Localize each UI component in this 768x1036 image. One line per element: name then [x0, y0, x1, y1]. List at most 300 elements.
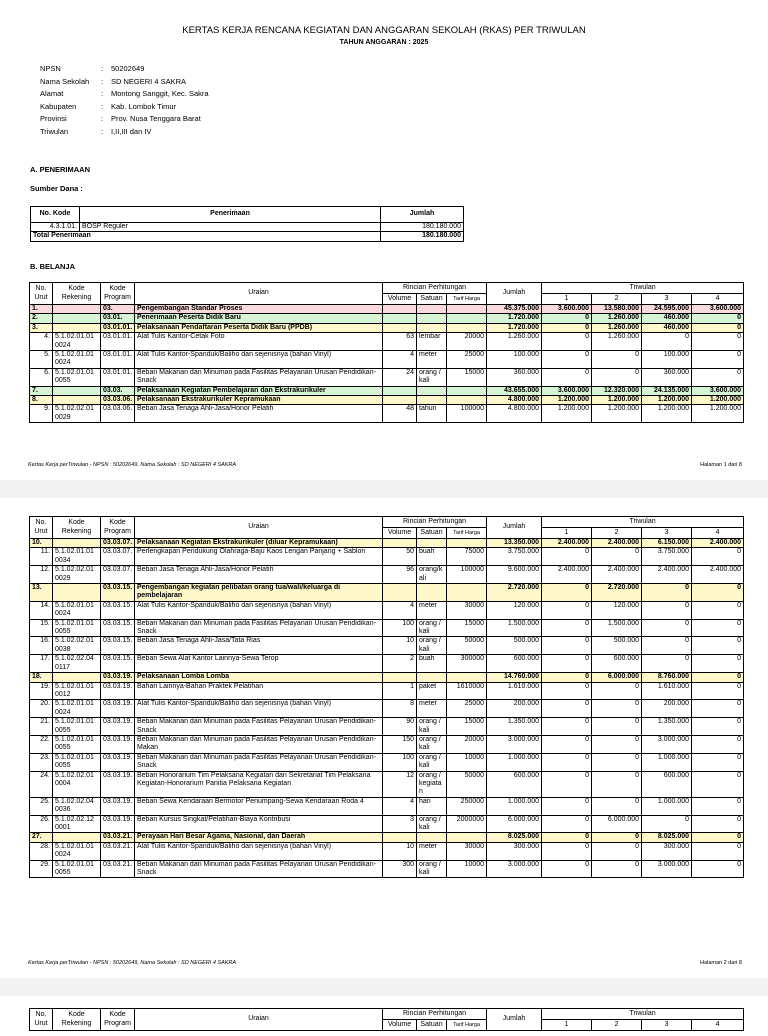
cell-tw4: 0 [692, 833, 744, 842]
cell-kode-rekening [53, 673, 101, 682]
cell-satuan: paket [417, 682, 447, 700]
cell-volume: 12 [383, 771, 417, 797]
table-row [30, 735, 744, 753]
cell-kode-program: 03.03.06. [101, 405, 135, 423]
cell-tw4: 0 [692, 797, 744, 815]
cell-kode-rekening: 5.1.02.02.04 0117 [53, 655, 101, 673]
table-row [30, 396, 744, 405]
cell-tw1: 3.600.000 [542, 305, 592, 314]
cell-kode-program: 03.03.15. [101, 619, 135, 637]
table-row [30, 368, 744, 386]
header-no-kode: No. Kode [31, 207, 80, 223]
cell-tw4: 2.400.000 [692, 539, 744, 548]
cell-tw2: 2.400.000 [592, 539, 642, 548]
cell-tarif: 15000 [447, 718, 487, 736]
cell-tw2: 6.000.000 [592, 815, 642, 833]
cell-tw2: 600.000 [592, 655, 642, 673]
cell-tw2: 1.260.000 [592, 323, 642, 332]
cell-jumlah: 100.000 [487, 351, 542, 369]
cell-kode-rekening: 5.1.02.01.01 0012 [53, 682, 101, 700]
cell-tw3: 3.000.000 [642, 735, 692, 753]
header-satuan: Satuan [417, 528, 447, 539]
cell-tw1: 0 [542, 637, 592, 655]
cell-tw1: 0 [542, 735, 592, 753]
cell-no: 17. [30, 655, 53, 673]
cell-tarif [447, 314, 487, 323]
cell-tarif: 50000 [447, 771, 487, 797]
cell-satuan [417, 323, 447, 332]
cell-tw2: 0 [592, 735, 642, 753]
cell-tarif [447, 305, 487, 314]
cell-no: 16. [30, 637, 53, 655]
cell-kode-program: 03.03.07. [101, 566, 135, 584]
cell-jumlah: 43.655.000 [487, 386, 542, 395]
cell-kode-program: 03.03.19. [101, 771, 135, 797]
table-row [30, 305, 744, 314]
cell-volume: 2 [383, 655, 417, 673]
cell-volume: 4 [383, 797, 417, 815]
cell-uraian: Beban Makanan dan Minuman pada Fasilitas Pelayanan Urusan Pendidikan-Snack [135, 718, 383, 736]
cell-tw1: 2.400.000 [542, 539, 592, 548]
cell-tw3: 100.000 [642, 351, 692, 369]
table-row [30, 771, 744, 797]
cell-kode-rekening: 5.1.02.01.01 0024 [53, 842, 101, 860]
cell-tw1: 0 [542, 351, 592, 369]
table-row [30, 815, 744, 833]
cell-tw3: 1.000.000 [642, 753, 692, 771]
cell-tw1: 0 [542, 368, 592, 386]
header-kode-rekening: Kode Rekening [53, 517, 101, 539]
cell-jumlah: 1.720.000 [487, 314, 542, 323]
cell-tw2: 1.260.000 [592, 314, 642, 323]
cell-kode-rekening [53, 314, 101, 323]
info-value: SD NEGERI 4 SAKRA [111, 76, 187, 86]
cell-tw4: 0 [692, 584, 744, 602]
cell-kode-rekening: 5.1.02.02.04 0036 [53, 797, 101, 815]
cell-jumlah: 3.000.000 [487, 735, 542, 753]
cell-satuan: orang/k ali [417, 566, 447, 584]
cell-tw2: 0 [592, 700, 642, 718]
cell-tw4: 0 [692, 860, 744, 878]
cell-satuan: orang / kali [417, 637, 447, 655]
cell-tarif [447, 323, 487, 332]
table-row [30, 833, 744, 842]
belanja-table [29, 516, 744, 878]
cell-tw1: 0 [542, 682, 592, 700]
cell-uraian: Beban Kursus Singkat/Pelatihan-Biaya Kontribusi [135, 815, 383, 833]
cell-satuan: orang / kali [417, 619, 447, 637]
cell-tw4: 0 [692, 815, 744, 833]
header-kode-program: Kode Program [101, 1009, 135, 1031]
document-title: KERTAS KERJA RENCANA KEGIATAN DAN ANGGARAN SEKOLAH (RKAS) PER TRIWULAN [182, 25, 586, 36]
cell-tarif: 50000 [447, 637, 487, 655]
cell-volume: 1 [383, 682, 417, 700]
info-key: Kabupaten [40, 101, 77, 111]
table-row [30, 655, 744, 673]
cell-tw2: 0 [592, 753, 642, 771]
cell-satuan [417, 305, 447, 314]
cell-volume: 48 [383, 405, 417, 423]
header-tarif: Tarif Harga [447, 1020, 487, 1031]
cell-volume: 96 [383, 566, 417, 584]
document-page-2 [0, 498, 768, 978]
cell-no: 18. [30, 673, 53, 682]
cell-kode-rekening: 5.1.02.02.01 0004 [53, 771, 101, 797]
cell-tw4: 0 [692, 548, 744, 566]
cell-volume: 300 [383, 860, 417, 878]
cell-satuan [417, 584, 447, 602]
cell-tw1: 1.200.000 [542, 396, 592, 405]
table-row [30, 619, 744, 637]
cell-jumlah: 200.000 [487, 700, 542, 718]
cell-kode-rekening: 5.1.02.02.01 0038 [53, 637, 101, 655]
cell-uraian: Penerimaan Peserta Didik Baru [135, 314, 383, 323]
cell-tw1: 1.200.000 [542, 405, 592, 423]
cell-satuan: orang / kegiata n [417, 771, 447, 797]
cell-satuan [417, 673, 447, 682]
cell-jumlah: 4.800.000 [487, 405, 542, 423]
cell-tarif [447, 539, 487, 548]
cell-tw2: 6.000.000 [592, 673, 642, 682]
cell-tw4: 1.200.000 [692, 396, 744, 405]
cell-tw1: 0 [542, 619, 592, 637]
table-row [30, 797, 744, 815]
cell-tw3: 1.200.000 [642, 405, 692, 423]
cell-no: 3. [30, 323, 53, 332]
cell-satuan: orang / kali [417, 368, 447, 386]
cell-uraian: Perlengkapan Pendukung Olahraga-Baju Kaos Lengan Panjang + Sablon [135, 548, 383, 566]
table-row [30, 314, 744, 323]
table-row [30, 637, 744, 655]
cell-kode-program: 03.01.01. [101, 351, 135, 369]
cell-tw3: 0 [642, 584, 692, 602]
cell-volume [383, 305, 417, 314]
cell-tw3: 24.595.000 [642, 305, 692, 314]
cell-tarif: 300000 [447, 655, 487, 673]
table-row [30, 405, 744, 423]
cell-tw4: 2.400.000 [692, 566, 744, 584]
cell-tw2: 0 [592, 368, 642, 386]
cell-tw3: 0 [642, 601, 692, 619]
cell-tw3: 3.000.000 [642, 860, 692, 878]
info-row: Triwulan : I,II,III dan IV [40, 126, 209, 139]
cell-uraian: Pelaksanaan Ekstrakurikuler Kepramukaan [135, 396, 383, 405]
cell-tw4: 0 [692, 735, 744, 753]
header-tarif: Tarif Harga [447, 528, 487, 539]
table-row [30, 386, 744, 395]
cell-jumlah: 300.000 [487, 842, 542, 860]
cell-tw2: 1.500.000 [592, 619, 642, 637]
info-value: I,II,III dan IV [111, 126, 152, 136]
cell-uraian: Pengembangan kegiatan pelibatan orang tua/wali/keluarga di pembelajaran [135, 584, 383, 602]
cell-uraian: Beban Sewa Alat Kantor Lainnya-Sewa Terop [135, 655, 383, 673]
cell-uraian: Perayaan Hari Besar Agama, Nasional, dan Daerah [135, 833, 383, 842]
cell-jumlah: 3.000.000 [487, 860, 542, 878]
cell-no: 27. [30, 833, 53, 842]
info-key: Alamat [40, 89, 64, 99]
cell-kode-rekening [53, 323, 101, 332]
cell-tw3: 0 [642, 637, 692, 655]
cell-tw1: 0 [542, 753, 592, 771]
page-number: Halaman 2 dari 8 [700, 960, 742, 966]
cell-no: 7. [30, 386, 53, 395]
page-number: Halaman 1 dari 8 [700, 462, 742, 468]
cell-jumlah: 8.025.000 [487, 833, 542, 842]
cell-tw4: 0 [692, 682, 744, 700]
table-row [30, 682, 744, 700]
cell-no: 20. [30, 700, 53, 718]
cell-satuan: meter [417, 842, 447, 860]
cell-tw2: 0 [592, 351, 642, 369]
footer-text: Kertas Kerja perTriwulan - NPSN : 50202649, Nama Sekolah : SD NEGERI 4 SAKRA [28, 462, 237, 468]
cell-tw4: 0 [692, 771, 744, 797]
header-triwulan-3: 3 [642, 528, 692, 539]
cell-satuan: orang / kali [417, 815, 447, 833]
cell-uraian: Bahan Lainnya-Bahan Praktek Pelatihan [135, 682, 383, 700]
table-header-row [30, 517, 744, 528]
cell-kode-rekening [53, 584, 101, 602]
cell-tw2: 0 [592, 682, 642, 700]
cell-jumlah: 1.610.000 [487, 682, 542, 700]
info-value: Montong Sanggit, Kec. Sakra [111, 89, 209, 99]
header-kode-program: Kode Program [101, 517, 135, 539]
header-satuan: Satuan [417, 294, 447, 305]
cell-volume: 100 [383, 753, 417, 771]
cell-tarif: 30000 [447, 601, 487, 619]
table-row [30, 566, 744, 584]
cell-tw2: 0 [592, 860, 642, 878]
header-triwulan: Triwulan [542, 517, 744, 528]
header-uraian: Uraian [135, 1009, 383, 1031]
document-subtitle: TAHUN ANGGARAN : 2025 [339, 39, 429, 46]
cell-volume: 3 [383, 815, 417, 833]
cell-uraian: Beban Makanan dan Minuman pada Fasilitas Pelayanan Urusan Pendidikan-Snack [135, 619, 383, 637]
cell-tw1: 0 [542, 673, 592, 682]
cell-no: 9. [30, 405, 53, 423]
cell-satuan: meter [417, 700, 447, 718]
cell-tw1: 0 [542, 548, 592, 566]
page-footer [28, 960, 742, 966]
cell-tw3: 0 [642, 333, 692, 351]
table-row [30, 860, 744, 878]
cell-tarif [447, 584, 487, 602]
cell-jumlah: 13.350.000 [487, 539, 542, 548]
cell-volume: 4 [383, 601, 417, 619]
cell-satuan: buah [417, 548, 447, 566]
cell-uraian: Alat Tulis Kantor-Spanduk/Baliho dan sejenisnya (bahan Vinyl) [135, 601, 383, 619]
cell-kode-program: 03.03.19. [101, 682, 135, 700]
header-satuan: Satuan [417, 1020, 447, 1031]
cell-kode-program: 03.03.19. [101, 815, 135, 833]
header-rincian: Rincian Perhitungan [383, 517, 487, 528]
cell-tarif: 20000 [447, 333, 487, 351]
cell-tw1: 0 [542, 860, 592, 878]
cell-no: 13. [30, 584, 53, 602]
table-header-row [30, 283, 744, 294]
cell-kode-rekening: 5.1.02.01.01 0055 [53, 718, 101, 736]
cell-kode-program: 03.03.21. [101, 860, 135, 878]
cell-no: 4. [30, 333, 53, 351]
cell-uraian: Alat Tulis Kantor-Spanduk/Baliho dan sejenisnya (bahan Vinyl) [135, 700, 383, 718]
cell-tw3: 3.750.000 [642, 548, 692, 566]
cell-kode-program: 03.01.01. [101, 333, 135, 351]
belanja-table [29, 1008, 744, 1031]
header-rincian: Rincian Perhitungan [383, 1009, 487, 1020]
cell-tw3: 0 [642, 619, 692, 637]
cell-jumlah: 4.800.000 [487, 396, 542, 405]
cell-jumlah: 360.000 [487, 368, 542, 386]
cell-tw4: 0 [692, 700, 744, 718]
cell-volume [383, 539, 417, 548]
cell-satuan: orang / kali [417, 735, 447, 753]
cell-tw1: 0 [542, 655, 592, 673]
table-row [30, 539, 744, 548]
cell-uraian: Alat Tulis Kantor-Spanduk/Baliho dan sejenisnya (bahan Vinyl) [135, 842, 383, 860]
cell-tw2: 120.000 [592, 601, 642, 619]
info-row: NPSN : 50202649 [40, 63, 209, 76]
header-volume: Volume [383, 294, 417, 305]
cell-volume [383, 673, 417, 682]
cell-tarif: 10000 [447, 860, 487, 878]
cell-kode-program: 03.03.21. [101, 842, 135, 860]
cell-uraian: Beban Makanan dan Minuman pada Fasilitas Pelayanan Urusan Pendidikan-Snack [135, 753, 383, 771]
header-triwulan-3: 3 [642, 294, 692, 305]
table-row [30, 584, 744, 602]
document-page-1 [0, 0, 768, 480]
cell-tw4: 0 [692, 718, 744, 736]
cell-satuan: lembar [417, 333, 447, 351]
header-triwulan: Triwulan [542, 283, 744, 294]
cell-jumlah: 3.750.000 [487, 548, 542, 566]
header-triwulan-2: 2 [592, 294, 642, 305]
school-info [40, 63, 209, 139]
table-row [30, 842, 744, 860]
cell-uraian: Pelaksanaan Lomba Lomba [135, 673, 383, 682]
cell-no: 25. [30, 797, 53, 815]
cell-no: 26. [30, 815, 53, 833]
cell-satuan [417, 833, 447, 842]
header-uraian: Uraian [135, 517, 383, 539]
cell-uraian: Pelaksanaan Kegiatan Ekstrakurikuler (diluar Kepramukaan) [135, 539, 383, 548]
header-triwulan-4: 4 [692, 294, 744, 305]
cell-tw2: 1.200.000 [592, 396, 642, 405]
cell-kode-program: 03.03.21. [101, 833, 135, 842]
cell-kode-program: 03.03.19. [101, 700, 135, 718]
cell-tarif [447, 673, 487, 682]
cell-tw4: 0 [692, 351, 744, 369]
cell-tw1: 0 [542, 601, 592, 619]
cell-kode: 4.3.1.01. [31, 223, 80, 232]
cell-jumlah: 600.000 [487, 771, 542, 797]
cell-no: 28. [30, 842, 53, 860]
total-label: Total Penerimaan [31, 232, 381, 241]
cell-kode-rekening: 5.1.02.01.01 0055 [53, 860, 101, 878]
table-row [30, 753, 744, 771]
header-triwulan-1: 1 [542, 528, 592, 539]
cell-tw3: 8.760.000 [642, 673, 692, 682]
cell-tw1: 0 [542, 815, 592, 833]
cell-jumlah: 1.720.000 [487, 323, 542, 332]
cell-tw3: 460.000 [642, 323, 692, 332]
cell-jumlah: 1.000.000 [487, 797, 542, 815]
cell-no: 5. [30, 351, 53, 369]
cell-kode-program: 03.01. [101, 314, 135, 323]
cell-tarif: 2000000 [447, 815, 487, 833]
cell-tw4: 0 [692, 655, 744, 673]
cell-uraian: Beban Jasa Tenaga Ahli-Jasa/Honor Pelatih [135, 566, 383, 584]
cell-tw1: 0 [542, 314, 592, 323]
header-jumlah: Jumlah [381, 207, 464, 223]
table-row [30, 673, 744, 682]
info-key: Provinsi [40, 114, 67, 124]
cell-jumlah: 600.000 [487, 655, 542, 673]
cell-volume: 150 [383, 735, 417, 753]
header-jumlah: Jumlah [487, 517, 542, 539]
cell-volume [383, 323, 417, 332]
info-row: Kabupaten : Kab. Lombok Timur [40, 101, 209, 114]
cell-satuan [417, 539, 447, 548]
cell-tw1: 0 [542, 584, 592, 602]
table-row [31, 223, 464, 232]
cell-tw1: 0 [542, 842, 592, 860]
cell-tw1: 0 [542, 323, 592, 332]
cell-kode-rekening: 5.1.02.01.01 0055 [53, 368, 101, 386]
info-row: Provinsi : Prov. Nusa Tenggara Barat [40, 113, 209, 126]
cell-tarif: 100000 [447, 405, 487, 423]
cell-satuan [417, 396, 447, 405]
cell-kode-rekening: 5.1.02.01.01 0055 [53, 619, 101, 637]
cell-no: 2. [30, 314, 53, 323]
table-row [30, 718, 744, 736]
cell-tw1: 3.600.000 [542, 386, 592, 395]
header-triwulan: Triwulan [542, 1009, 744, 1020]
cell-kode-program: 03.03. [101, 386, 135, 395]
cell-kode-rekening: 5.1.02.01.01 0055 [53, 753, 101, 771]
info-key: Nama Sekolah [40, 76, 90, 86]
cell-tw2: 0 [592, 833, 642, 842]
header-triwulan-4: 4 [692, 528, 744, 539]
cell-tw1: 0 [542, 797, 592, 815]
cell-uraian: Beban Makanan dan Minuman pada Fasilitas Pelayanan Urusan Pendidikan-Snack [135, 860, 383, 878]
cell-no: 11. [30, 548, 53, 566]
cell-satuan: meter [417, 601, 447, 619]
cell-kode-program: 03.03.19. [101, 673, 135, 682]
cell-volume: 10 [383, 842, 417, 860]
cell-kode-program: 03.03.06. [101, 396, 135, 405]
page-footer [28, 462, 742, 468]
cell-uraian: Pengembangan Standar Proses [135, 305, 383, 314]
cell-satuan: buah [417, 655, 447, 673]
cell-penerimaan: BOSP Reguler [80, 223, 381, 232]
cell-volume [383, 584, 417, 602]
document-page-3 [0, 996, 768, 1036]
cell-no: 14. [30, 601, 53, 619]
header-no-urut: No. Urut [30, 517, 53, 539]
cell-kode-program: 03.03.19. [101, 718, 135, 736]
info-row: Nama Sekolah : SD NEGERI 4 SAKRA [40, 76, 209, 89]
cell-tarif: 100000 [447, 566, 487, 584]
cell-no: 19. [30, 682, 53, 700]
info-row: Alamat : Montong Sanggit, Kec. Sakra [40, 88, 209, 101]
cell-tw3: 360.000 [642, 368, 692, 386]
cell-tw4: 3.600.000 [692, 305, 744, 314]
cell-tarif: 15000 [447, 619, 487, 637]
cell-uraian: Beban Jasa Tenaga Ahli-Jasa/Honor Pelatih [135, 405, 383, 423]
section-penerimaan-heading: A. PENERIMAAN [30, 165, 91, 174]
cell-tw1: 0 [542, 833, 592, 842]
cell-kode-rekening: 5.1.02.01.01 0055 [53, 735, 101, 753]
cell-tw1: 0 [542, 333, 592, 351]
